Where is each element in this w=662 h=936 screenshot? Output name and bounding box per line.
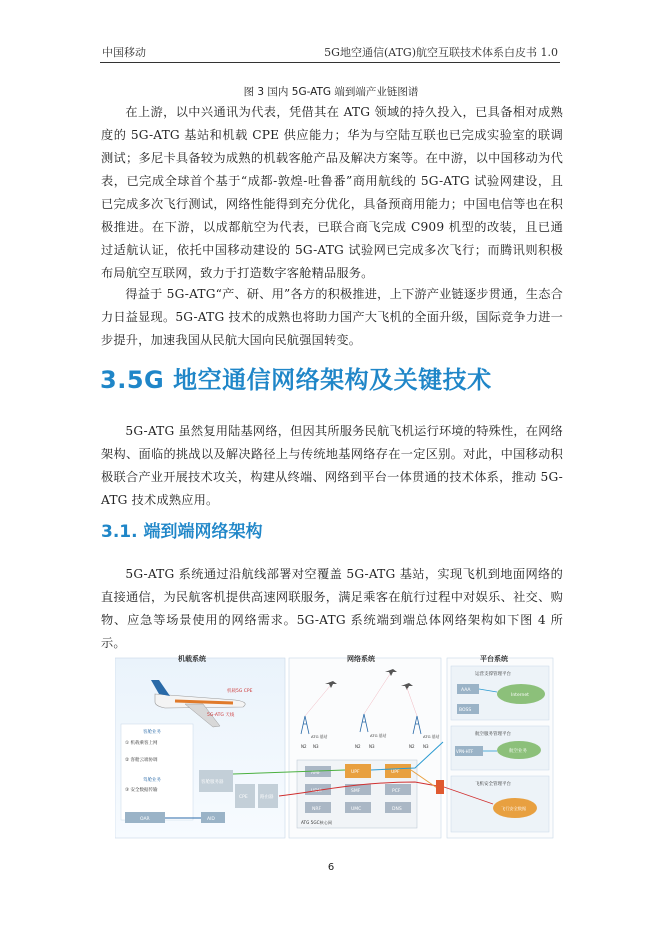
biz-item-2: ② 客舱云端协调 — [125, 758, 158, 763]
airborne-title: 机载系统 — [178, 655, 206, 663]
biz-cockpit: 驾舱业务 — [143, 778, 161, 783]
network-title: 网络系统 — [347, 655, 375, 663]
n-label: N2 — [409, 744, 415, 749]
core-node-label: NRF — [312, 807, 322, 812]
cabin-server-label: 客舱服务器 — [201, 780, 224, 785]
figure4-architecture-diagram — [115, 652, 555, 840]
biz-cabin: 客舱业务 — [143, 730, 161, 735]
n-label: N3 — [313, 744, 319, 749]
platform-panel — [444, 654, 553, 838]
core-node-label: UDM — [311, 789, 322, 794]
section-heading: 3.5G 地空通信网络架构及关键技术 — [100, 366, 492, 394]
core-label: ATG 5GC核心网 — [301, 820, 333, 825]
boss-label: BOSS — [459, 708, 472, 713]
flight-safety-label: 飞机安全管理平台 — [475, 782, 511, 787]
n-label: N2 — [301, 744, 307, 749]
figure3-caption: 图 3 国内 5G-ATG 端到端产业链图谱 — [243, 86, 419, 98]
n-label: N2 — [355, 744, 361, 749]
firewall-icon — [436, 780, 444, 794]
n-label: N3 — [369, 744, 375, 749]
header-doc-title: 5G地空通信(ATG)航空互联技术体系白皮书 1.0 — [324, 46, 558, 59]
core-node-label: UMC — [351, 807, 362, 812]
paragraph-network-intro: 5G-ATG 虽然复用陆基网络，但因其所服务民航飞机运行环境的特殊性，在网络架构、面临的挑战以及解决路径上与传统地基网络存在一定区别。对此，中国移动积极联合产业开展技术攻关，构建从终端、网络到平台一体贯通的技术体系，推动 5G-ATG 技术成熟应用。 — [101, 424, 563, 507]
plane-label-antenna: 5G-ATG 天线 — [207, 713, 235, 718]
paragraph-ecosystem: 得益于 5G-ATG“产、研、用”各方的积极推进，上下游产业链逐步贯通，生态合力日益显现。5G-ATG 技术的成熟也将助力国产大飞机的全面升级，国际竞争力进一步提升，加速我国从民航大国向民航强国转变。 — [101, 287, 563, 347]
flight-data-label: 飞行安全数据 — [501, 806, 527, 811]
internet-label: Internet — [511, 693, 529, 698]
tower-label-2: ATG 基站 — [370, 733, 387, 738]
cpe-label: CPE — [239, 795, 248, 800]
aaa-label: AAA — [461, 688, 471, 693]
core-node-label: UPF — [391, 770, 400, 775]
subsection-heading: 3.1. 端到端网络架构 — [101, 522, 263, 542]
n-label: N3 — [423, 744, 429, 749]
air-service-label: 航空服务管理平台 — [475, 732, 511, 737]
tower-label-3: ATG 基站 — [423, 734, 440, 739]
vpn-label: VPN-HTF — [456, 749, 474, 754]
paragraph-architecture: 5G-ATG 系统通过沿航线部署对空覆盖 5G-ATG 基站，实现飞机到地面网络的直接通信，为民航客机提供高速网联服务，满足乘客在航行过程中对娱乐、社交、购物、应急等场景使用的网络需求。5G-ATG 系统端到端总体网络架构如下图 4 所示。 — [101, 567, 563, 650]
page-number: 6 — [327, 862, 335, 873]
page-header — [100, 42, 560, 63]
paragraph-industry-chain: 在上游，以中兴通讯为代表，凭借其在 ATG 领域的持久投入，已具备相对成熟度的 5G-ATG 基站和机载 CPE 供应能力；华为与空陆互联也已完成实验室的联调测试；多尼卡具备较为成熟的机载客舱产品及解决方案等。在中游，以中国移动为代表，已完成全球首个基于“成都-敦煌-吐鲁番”商用航线的 5G-ATG 试验网建设，且已完成多次飞行测试，网络性能得到充分优化，具备预商用能力；中国电信等也在积极推进。在下游，以成都航空为代表，已联合商飞完成 C909 机型的改装，且已通过适航认证，依托中国移动建设的 5G-ATG 试验网已完成多次飞行；而腾讯则积极布局航空互联网，致力于打造数字客舱精品服务。 — [101, 105, 563, 280]
core-node-label: SMF — [351, 789, 361, 794]
platform-title: 平台系统 — [480, 655, 508, 663]
air-business-label: 航空业务 — [509, 749, 527, 754]
core-node-label: DNS — [392, 807, 402, 812]
tower-label-1: ATG 基站 — [311, 734, 328, 739]
oar-label: OAR — [140, 817, 150, 822]
business-list-box — [121, 724, 193, 820]
core-node-label: UPF — [351, 770, 360, 775]
core-node-label: AMF — [311, 771, 321, 776]
biz-item-3: ③ 安全数据传输 — [125, 788, 158, 793]
ops-platform-label: 运营支撑管理平台 — [475, 672, 511, 677]
plane-label-cpe: 机载5G CPE — [227, 689, 253, 694]
core-node-label: PCF — [392, 789, 401, 794]
aid-label: AID — [207, 817, 215, 822]
airborne-panel — [115, 654, 285, 838]
biz-item-1: ① 机载乘客上网 — [125, 741, 158, 746]
header-org: 中国移动 — [102, 46, 146, 59]
router-label: 路由器 — [260, 795, 274, 800]
